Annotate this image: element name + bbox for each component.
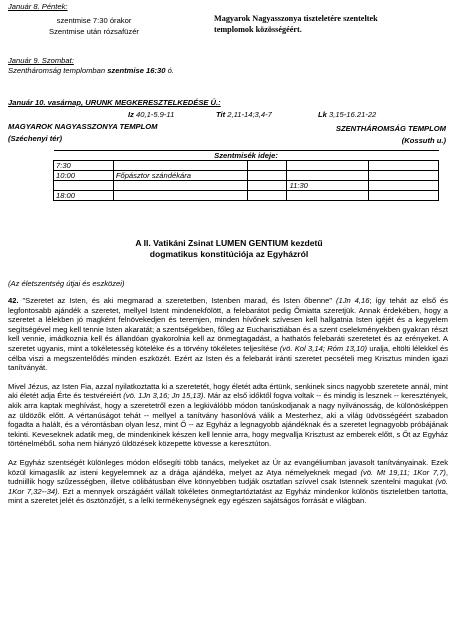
section-number: 42. — [8, 296, 19, 305]
mass-schedule-table — [53, 150, 439, 201]
mass-time-right — [287, 191, 369, 201]
jan8-line1: szentmise 7:30 órakor — [56, 16, 132, 25]
right-church-location: (Kossuth u.) — [401, 136, 446, 145]
table-cell — [369, 191, 439, 201]
bible-reference: (vö. Kol 3,14; Róm 13,10) — [279, 343, 368, 353]
jan9-text — [8, 66, 174, 76]
paragraph-1-text: "Szeretet az Isten, és aki megmarad a szeretetben, Istenben marad, és Isten őbenne" — [18, 296, 336, 305]
table-cell — [247, 161, 287, 171]
reading-1-label: Iz — [128, 110, 134, 119]
table-cell — [247, 191, 287, 201]
reading-2-ref: 2,11-14;3,4-7 — [225, 110, 272, 119]
table-row — [54, 181, 439, 191]
jan8-line2: Szentmise után rózsafüzér — [49, 27, 139, 36]
paragraph-2-text: . Már az első időktől fogva voltak -- és mindig is lesznek -- keresztények, akik arra kaptak meghívást, hogy a szeretetről ezen a legkiválóbb módon tanúskodjanak a nagy nyilvánosság, de különösképpen az üldözők előtt. A vértanúságot tehát -- mellyel a tanítvány hasonlóvá válik a Mesterhez, aki a világ üdvösségéért szabadon fogadta a halált, és a vérontásban olyan lesz, mint Ő -- az Egyház a legnagyobb ajándéknak és a szeretet legnagyobb próbájának tekinti. Keveseknek adatik meg, de mindenkinek készen kell lennie arra, hogy megvallja Krisztust az emberek előtt, s Őt az Egyház történelmébőL soha nem hiányzó üldözések közepette kövesse a keresztúton. — [8, 391, 448, 449]
jan8-heading: Január 8. Péntek: — [8, 2, 68, 11]
bible-reference: (1Jn 4,16 — [335, 296, 370, 305]
jan9-heading: Január 9. Szombat: — [8, 56, 74, 65]
paragraph-2 — [8, 382, 448, 449]
mass-note — [113, 161, 247, 171]
paragraph-1-text: ; így tehát az első és legfontosabb ajándék a szeretet, mellyel Istent mindenekfölött, a felebarátot pedig Őmiatta szeretjük. Annak érdekében, hogy a szeretet a lélekben jó magként felnövekedjen és teremjen, minden hívőnek szívesen kell hallgatnia Isten igéjét és a kegyelem segítségével meg kell tennie Isten akaratát; a szentségekben, főleg az Eucharisztiában és a szent cselekményekben gyakran részt kell vennie, imádkoznia kell és állandóan gyakorolnia kell az önmegtagadást, a hathatós felebaráti szeretetet és az erényeket. A szeretet ugyanis, mint a tökéletesség köteléke és a törvény tökéletes teljesítése — [8, 296, 448, 353]
table-cell — [369, 161, 439, 171]
jan10-heading: Január 10. vasárnap, URUNK MEGKERESZTELKEDÉSE Ü.: — [8, 98, 221, 107]
reading-3-ref: 3,15-16.21-22 — [326, 110, 377, 119]
mass-time-left: 7:30 — [54, 161, 114, 171]
bible-reference: (vö. 1Kor 7,32--34) — [8, 477, 448, 496]
article-title-line1: A II. Vatikáni Zsinat LUMEN GENTIUM kezdetű — [135, 238, 323, 248]
reading-3-label: Lk — [318, 110, 327, 119]
table-row — [54, 171, 439, 181]
mass-time-right — [287, 161, 369, 171]
paragraph-3 — [8, 458, 448, 506]
paragraph-3-text: Az Egyház szentségét különleges módon elősegíti több tanács, melyeket az Úr az evangéliumban javasolt tanítványainak. Ezek közül kimagaslik az isteni kegyelemnek az a drága ajándéka, melyet az Atya némelyeknek megad — [8, 457, 448, 477]
table-cell — [369, 171, 439, 181]
mass-time-left: 10:00 — [54, 171, 114, 181]
reading-3 — [318, 110, 376, 120]
mass-note — [113, 191, 247, 201]
reading-2 — [216, 110, 272, 120]
table-row — [54, 191, 439, 201]
table-cell — [247, 171, 287, 181]
left-church-name: MAGYAROK NAGYASSZONYA TEMPLOM — [8, 122, 158, 131]
bible-reference: (vö. Mt 19,11; 1Kor 7,7) — [360, 467, 446, 477]
paragraph-1 — [8, 296, 448, 373]
jan8-intention — [214, 14, 454, 35]
table-header-row — [54, 151, 439, 161]
jan8-intention-line2: templomok közösségéért. — [214, 24, 302, 34]
paragraph-3-text: , tudniillik hogy szűzességben, illetve cölibátusban élve könnyebben tudják osztatlan szívvel csak Istennek szentelni magukat — [8, 467, 448, 487]
mass-time-right — [287, 171, 369, 181]
table-row — [54, 161, 439, 171]
article-subtitle: (Az életszentség útjai és eszközei) — [8, 279, 125, 288]
bible-reference: (vö. 1Jn 3,16; Jn 15,13) — [123, 391, 204, 401]
paragraph-3-text: . Ezt a mennyek országáért vállalt tökéletes önmegtartóztatást az Egyház mindenkor különös tiszteletben tartotta, mint a szeretet jelét és ösztönzőjét, s a lelki termékenységnek egy egészen sajátságos forrását e világban. — [8, 486, 448, 506]
jan8-intention-line1: Magyarok Nagyasszonya tiszteletére szenteltek — [214, 14, 378, 23]
mass-note — [113, 181, 247, 191]
jan9-text-pre: Szentháromság templomban — [8, 66, 108, 75]
table-cell — [369, 181, 439, 191]
table-cell — [247, 181, 287, 191]
reading-1-ref: 40,1-5.9-11 — [133, 110, 175, 119]
mass-time-left: 18:00 — [54, 191, 114, 201]
reading-2-label: Tit — [216, 110, 226, 119]
article-body — [8, 296, 448, 636]
mass-time-right: 11:30 — [287, 181, 369, 191]
jan9-mass-time: szentmise 16:30 — [107, 66, 166, 75]
right-church-name: SZENTHÁROMSÁG TEMPLOM — [335, 124, 446, 133]
left-church-location: (Széchenyi tér) — [8, 134, 63, 143]
jan9-text-post: ó. — [165, 66, 174, 75]
paragraph-2-text: Mivel Jézus, az Isten Fia, azzal nyilatkoztatta ki a szeretetét, hogy életét adta értünk, senkinek sincs nagyobb szeretete annál, mint aki életét adja Érte és testvéreiért — [8, 381, 448, 401]
article-title-line2: dogmatikus konstitúciója az Egyházról — [149, 249, 309, 259]
table-header: Szentmisék ideje: — [54, 151, 439, 161]
paragraph-1-text: uralja, eltölti lélekkel és célba viszi a megszentelődés minden eszközét. Ezért az Isten és a felebarát iránti szeretet pecsételi meg Krisztus minden igazi tanítványát. — [8, 343, 448, 373]
article-title — [0, 238, 458, 260]
reading-1 — [128, 110, 174, 120]
mass-note: Főpásztor szándékára — [113, 171, 247, 181]
mass-time-left — [54, 181, 114, 191]
